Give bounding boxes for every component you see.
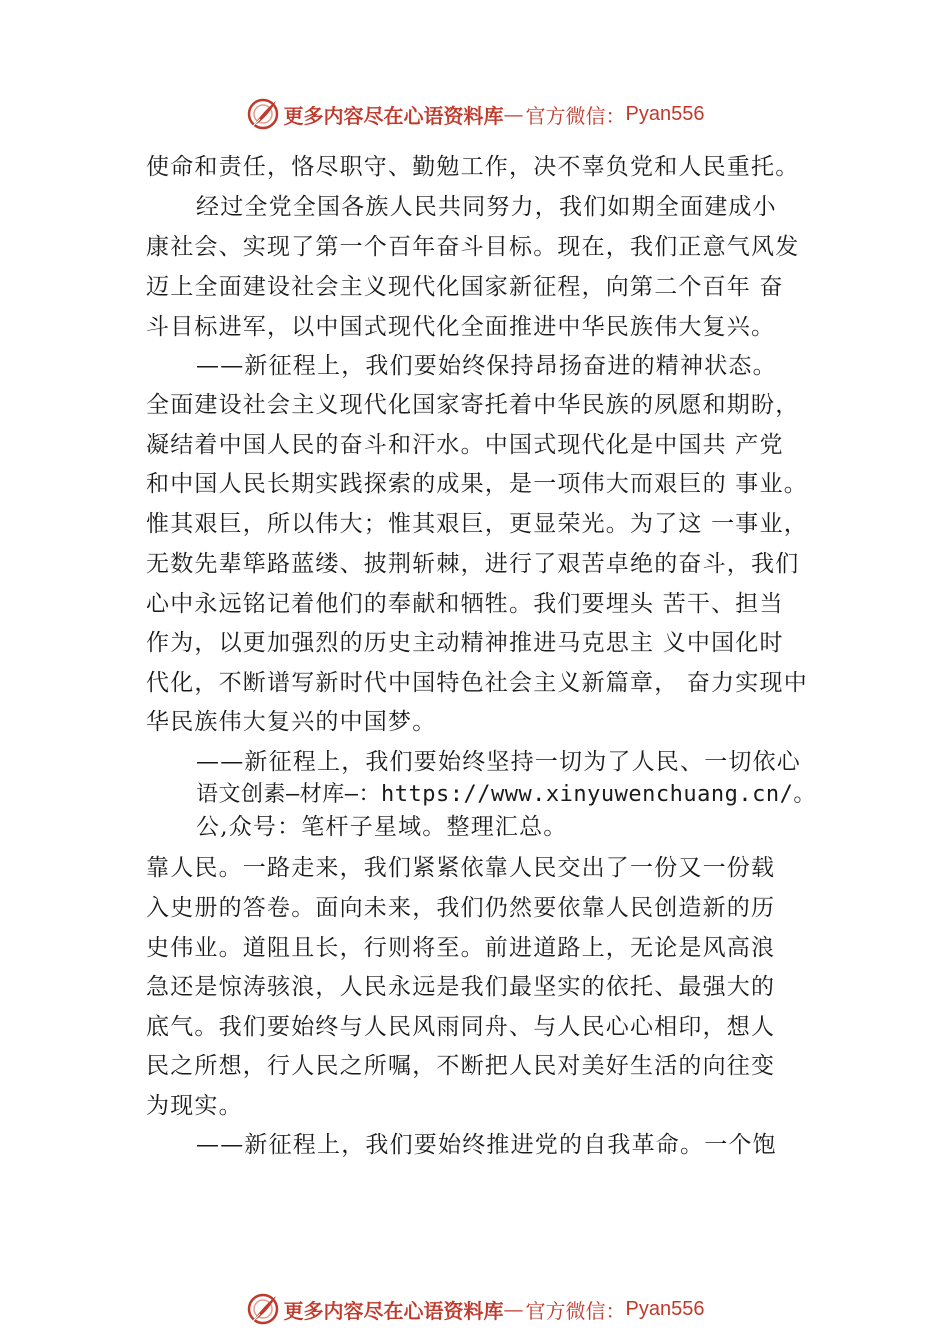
text-line: 心中永远铭记着他们的奉献和牺牲。我们要埋头 苦干、担当 — [146, 591, 784, 617]
brand-text: 更多内容尽在心语资料库 — [283, 103, 504, 128]
text-line: ——新征程上，我们要始终推进党的自我革命。一个饱 — [196, 1132, 777, 1158]
text-line: 作为，以更加强烈的历史主动精神推进马克思主 义中国化时 — [146, 630, 784, 656]
text-line: 华民族伟大复兴的中国梦。 — [146, 709, 437, 735]
quill-logo-icon — [246, 97, 280, 131]
text-line: ——新征程上，我们要始终保持昂扬奋进的精神状态。 — [196, 353, 777, 379]
text-line: 经过全党全国各族人民共同努力，我们如期全面建成小 — [196, 194, 777, 220]
source-note-line: 公,众号：笔杆子星域。整理汇总。 — [196, 814, 568, 840]
text-line: ——新征程上，我们要始终坚持一切为了人民、一切依心 — [196, 749, 801, 775]
source-note-line: 语文创素—材库—：https://www.xinyuwenchuang.cn/。 — [196, 782, 816, 807]
wechat-id: Pyan556 — [625, 102, 705, 125]
text-line: 入史册的答卷。面向未来，我们仍然要依靠人民创造新的历 — [146, 895, 776, 921]
text-line: 史伟业。道阻且长，行则将至。前进道路上，无论是风高浪 — [146, 935, 776, 961]
brand-separator: — — [503, 1297, 524, 1321]
footer-banner — [0, 1289, 950, 1329]
text-line: 使命和责任，恪尽职守、勤勉工作，决不辜负党和人民重托。 — [146, 154, 800, 180]
brand-separator: — — [503, 102, 524, 126]
wechat-label: 官方微信： — [525, 103, 626, 128]
header-banner — [0, 94, 950, 134]
brand-text: 更多内容尽在心语资料库 — [283, 1298, 504, 1323]
text-line: 为现实。 — [146, 1093, 243, 1119]
text-line: 迈上全面建设社会主义现代化国家新征程，向第二个百年 奋 — [146, 274, 784, 300]
text-line: 惟其艰巨，所以伟大；惟其艰巨，更显荣光。为了这 一事业， — [146, 511, 808, 537]
wechat-id: Pyan556 — [625, 1297, 705, 1320]
text-line: 康社会、实现了第一个百年奋斗目标。现在，我们正意气风发 — [146, 234, 800, 260]
text-line: 全面建设社会主义现代化国家寄托着中华民族的夙愿和期盼， — [146, 392, 800, 418]
text-line: 无数先辈筚路蓝缕、披荆斩棘，进行了艰苦卓绝的奋斗，我们 — [146, 551, 800, 577]
text-line: 代化，不断谱写新时代中国特色社会主义新篇章， 奋力实现中 — [146, 670, 808, 696]
quill-logo-icon — [246, 1292, 280, 1326]
text-line: 民之所想，行人民之所嘱，不断把人民对美好生活的向往变 — [146, 1053, 776, 1079]
text-line: 靠人民。一路走来，我们紧紧依靠人民交出了一份又一份载 — [146, 855, 776, 881]
text-line: 和中国人民长期实践探索的成果，是一项伟大而艰巨的 事业。 — [146, 471, 808, 497]
text-line: 底气。我们要始终与人民风雨同舟、与人民心心相印，想人 — [146, 1014, 776, 1040]
wechat-label: 官方微信： — [525, 1298, 626, 1323]
text-line: 急还是惊涛骇浪，人民永远是我们最坚实的依托、最强大的 — [146, 974, 776, 1000]
text-line: 凝结着中国人民的奋斗和汗水。中国式现代化是中国共 产党 — [146, 432, 784, 458]
text-line: 斗目标进军，以中国式现代化全面推进中华民族伟大复兴。 — [146, 314, 776, 340]
